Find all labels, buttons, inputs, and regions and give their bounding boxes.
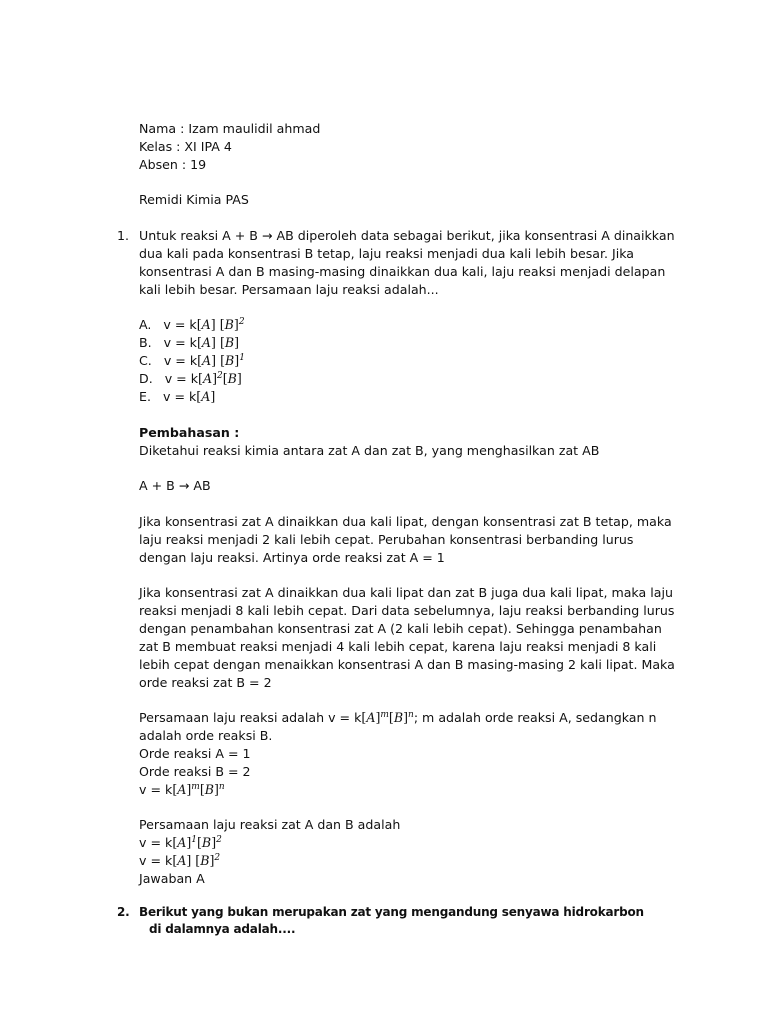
exponent-n: n xyxy=(408,710,414,720)
rate-law-prefix: v = k xyxy=(139,853,173,868)
option-species-b: B xyxy=(224,317,234,332)
option-letter: E. xyxy=(139,389,151,404)
document-title: Remidi Kimia PAS xyxy=(139,192,249,207)
order-a: Orde reaksi A = 1 xyxy=(139,746,251,761)
exponent-b: 2 xyxy=(214,853,221,863)
question-1-line: Untuk reaksi A + B → AB diperoleh data sebagai berikut, jika konsentrasi A dinaikkan xyxy=(139,228,675,243)
option-letter: D. xyxy=(139,371,153,386)
answer: Jawaban A xyxy=(139,871,205,886)
option-letter: C. xyxy=(139,353,152,368)
explanation-line: dengan laju reaksi. Artinya orde reaksi zat A = 1 xyxy=(139,550,445,565)
rate-law-prefix: v = k xyxy=(139,782,173,797)
option-prefix: v = k xyxy=(163,317,197,332)
option-species-a: A xyxy=(201,335,212,350)
rate-law-general: Persamaan laju reaksi adalah $v = k[A]^m[B]^n$; m adalah orde reaksi A, sedangkan n xyxy=(139,710,657,725)
explanation-line: laju reaksi menjadi 2 kali lebih cepat. Perubahan konsentrasi berbanding lurus xyxy=(139,532,634,547)
option-species-a: A xyxy=(201,317,211,332)
rate-law-substituted: $v = k[A]^1[B]^2$ xyxy=(139,835,222,850)
option-exponent-b: 1 xyxy=(239,353,245,363)
option-species-b: B xyxy=(224,335,235,350)
explanation-line: zat B membuat reaksi menjadi 4 kali lebih cepat, karena laju reaksi menjadi 8 kali xyxy=(139,639,657,654)
explanation-line: reaksi menjadi 8 kali lebih cepat. Dari data sebelumnya, laju reaksi berbanding lurus xyxy=(139,603,675,618)
question-2-line: di dalamnya adalah.... xyxy=(149,922,296,936)
rate-law-suffix: ; m adalah orde reaksi A, sedangkan n xyxy=(413,710,657,725)
question-2-number: 2. xyxy=(117,905,130,919)
option-letter: B. xyxy=(139,335,152,350)
exponent-m: m xyxy=(191,782,200,792)
student-absen: Absen : 19 xyxy=(139,157,207,172)
option-prefix: v = k xyxy=(163,335,197,350)
option-b: B. v = k[A] [B] xyxy=(139,335,240,350)
conclusion-heading: Persamaan laju reaksi zat A dan B adalah xyxy=(139,817,401,832)
exponent-a: 1 xyxy=(191,835,197,845)
explanation-line: Jika konsentrasi zat A dinaikkan dua kali lipat dan zat B juga dua kali lipat, maka laju xyxy=(139,585,673,600)
rate-law-prefix: v = k xyxy=(139,835,173,850)
explanation-line: orde reaksi zat B = 2 xyxy=(139,675,272,690)
option-letter: A. xyxy=(139,317,152,332)
exponent-m: m xyxy=(380,710,389,720)
option-e: E. v = k[A] xyxy=(139,389,216,404)
order-b: Orde reaksi B = 2 xyxy=(139,764,251,779)
option-d: D. $v = k[A]^2[B]$ xyxy=(139,371,242,386)
option-prefix: v = k xyxy=(162,389,197,404)
option-species-b: B xyxy=(225,353,235,368)
option-species-a: A xyxy=(202,353,212,368)
option-prefix: v = k xyxy=(164,371,199,386)
rate-law-symbolic: $v = k[A]^m[B]^n$ xyxy=(139,782,225,797)
option-exponent-b: 2 xyxy=(238,317,245,327)
question-2-line: Berikut yang bukan merupakan zat yang mengandung senyawa hidrokarbon xyxy=(139,905,644,919)
exponent-n: n xyxy=(218,782,225,792)
student-class: Kelas : XI IPA 4 xyxy=(139,139,232,154)
pembahasan-intro: Diketahui reaksi kimia antara zat A dan zat B, yang menghasilkan zat AB xyxy=(139,443,600,458)
exponent-b: 2 xyxy=(216,835,222,845)
option-exponent-a: 2 xyxy=(216,371,223,381)
rate-law-line2: adalah orde reaksi B. xyxy=(139,728,273,743)
option-species-a: A xyxy=(201,389,211,404)
explanation-line: dengan penambahan konsentrasi zat A (2 kali lebih cepat). Sehingga penambahan xyxy=(139,621,662,636)
question-1-line: dua kali pada konsentrasi B tetap, laju reaksi menjadi dua kali lebih besar. Jika xyxy=(139,246,635,261)
student-name: Nama : Izam maulidil ahmad xyxy=(139,121,321,136)
rate-law-final: v = k[A] $[B]^2$ xyxy=(139,853,221,868)
question-1-line: konsentrasi A dan B masing-masing dinaikkan dua kali, laju reaksi menjadi delapan xyxy=(139,264,666,279)
rate-law-prefix: Persamaan laju reaksi adalah v = k xyxy=(139,710,362,725)
explanation-line: Jika konsentrasi zat A dinaikkan dua kali lipat, dengan konsentrasi zat B tetap, maka xyxy=(139,514,672,529)
option-prefix: v = k xyxy=(163,353,198,368)
option-a: A. v = k[A] $[B]^2$ xyxy=(139,317,245,332)
reaction-equation: A + B → AB xyxy=(139,478,211,493)
option-species-b: B xyxy=(227,371,237,386)
pembahasan-heading: Pembahasan : xyxy=(139,425,240,440)
option-species-a: A xyxy=(202,371,213,386)
option-c: C. v = k[A] $[B]^1$ xyxy=(139,353,245,368)
question-1-line: kali lebih besar. Persamaan laju reaksi adalah... xyxy=(139,282,439,297)
question-1-number: 1. xyxy=(117,228,130,243)
explanation-line: lebih cepat dengan menaikkan konsentrasi A dan B masing-masing 2 kali lipat. Maka xyxy=(139,657,675,672)
